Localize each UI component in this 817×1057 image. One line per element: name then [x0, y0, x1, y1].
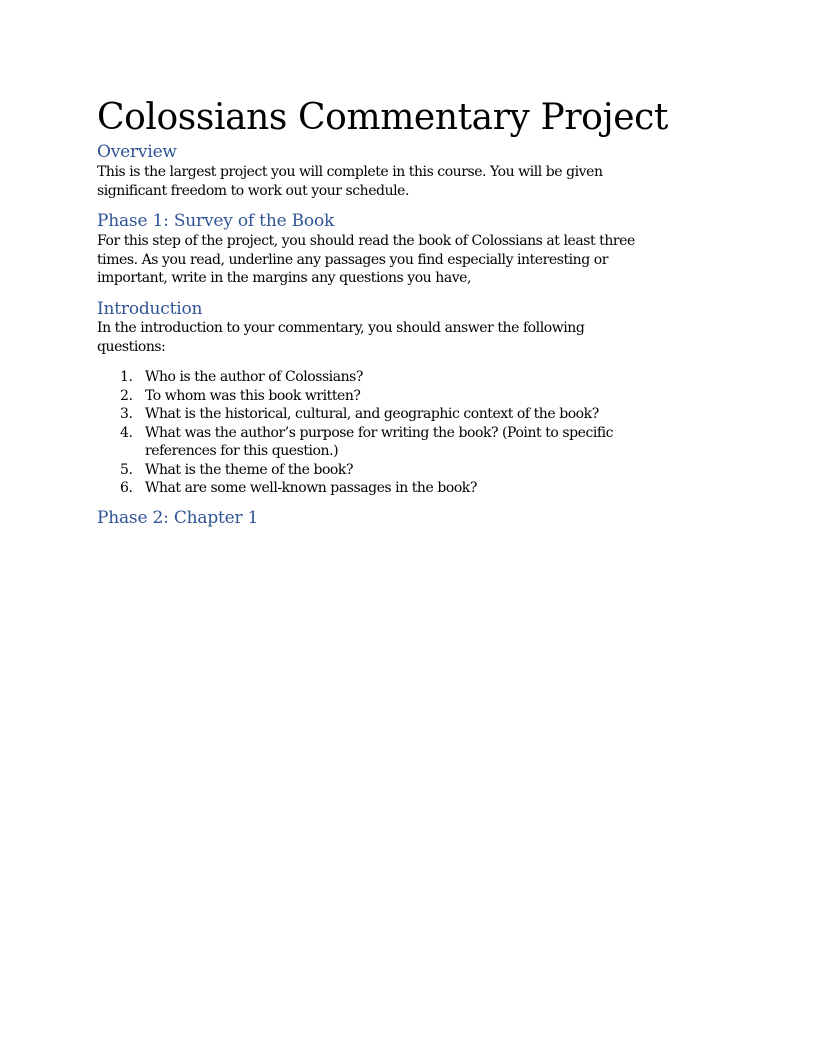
list-item-text: references for this question.): [145, 443, 339, 459]
list-number: 5.: [120, 461, 133, 478]
list-item-text: What are some well-known passages in the book?: [145, 480, 477, 496]
list-item: [97, 479, 613, 498]
text-line: This is the largest project you will complete in this course. You will be given: [97, 164, 603, 180]
list-number: 4.: [120, 424, 133, 441]
paragraph-phase-1: [97, 232, 635, 288]
text-line: For this step of the project, you should read the book of Colossians at least three: [97, 233, 635, 249]
questions-list: [97, 368, 613, 498]
heading-introduction: Introduction: [97, 299, 203, 319]
text-line: significant freedom to work out your schedule.: [97, 182, 409, 199]
list-item: [97, 405, 613, 424]
paragraph-introduction: [97, 319, 584, 356]
list-item: [97, 368, 613, 387]
list-item: [97, 387, 613, 406]
document-title: Colossians Commentary Project: [97, 97, 668, 138]
list-item-text: What was the author’s purpose for writing the book? (Point to specific: [145, 424, 614, 441]
list-number: 2.: [120, 387, 133, 404]
paragraph-overview: [97, 163, 603, 200]
text-line: important, write in the margins any questions you have,: [97, 270, 472, 286]
heading-phase-2: Phase 2: Chapter 1: [97, 508, 259, 528]
list-item-text: Who is the author of Colossians?: [145, 369, 363, 385]
list-number: 3.: [120, 406, 133, 422]
list-number: 6.: [120, 480, 133, 496]
list-item-text: To whom was this book written?: [145, 387, 361, 404]
heading-overview: Overview: [97, 142, 177, 162]
text-line: In the introduction to your commentary, you should answer the following: [97, 320, 585, 336]
list-item: [97, 424, 613, 461]
text-line: questions:: [97, 338, 166, 355]
list-number: 1.: [120, 369, 133, 385]
list-item-text: What is the historical, cultural, and geographic context of the book?: [145, 406, 599, 422]
list-item-text: What is the theme of the book?: [145, 461, 354, 478]
text-line: times. As you read, underline any passages you find especially interesting or: [97, 251, 608, 268]
list-item: [97, 461, 613, 480]
heading-phase-1: Phase 1: Survey of the Book: [97, 211, 335, 231]
